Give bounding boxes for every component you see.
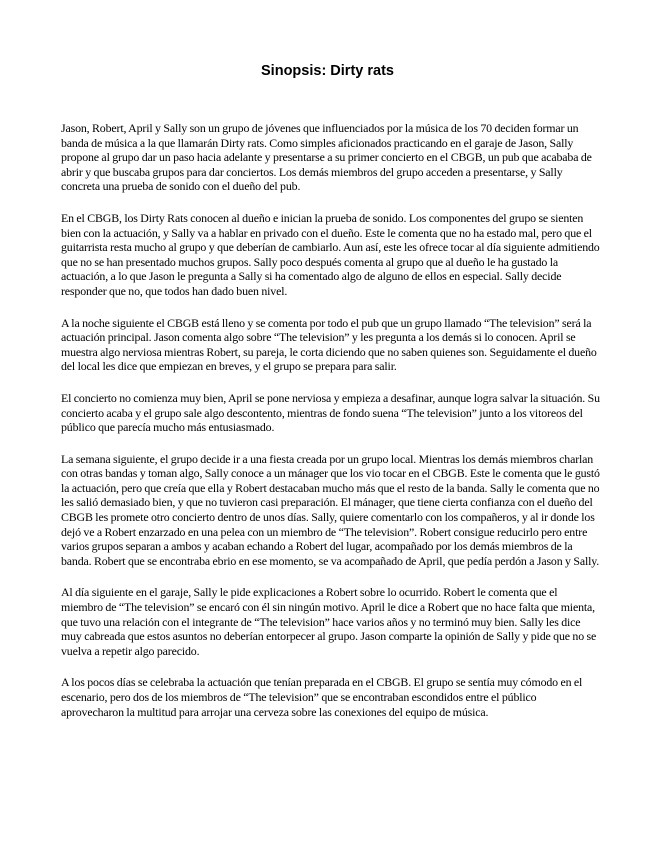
document-body	[61, 121, 601, 736]
paragraph: El concierto no comienza muy bien, April se pone nerviosa y empieza a desafinar, aunque logra salvar la situación. Su concierto acaba y el grupo sale algo descontento, mientras de fondo suena “The television” junto a los vitoreos del público que parecía mucho más entusiasmado.	[61, 390, 600, 435]
document-title: Sinopsis: Dirty rats	[261, 63, 394, 79]
paragraph: A los pocos días se celebraba la actuación que tenían preparada en el CBGB. El grupo se sentía muy cómodo en el escenario, pero dos de los miembros de “The television” que se encontraban escondidos entre el público aprovecharon la multitud para arrojar una cerveza sobre las conexiones del equipo de música.	[61, 675, 583, 719]
paragraph: La semana siguiente, el grupo decide ir a una fiesta creada por un grupo local. Mientras los demás miembros charlan con otras bandas y toman algo, Sally conoce a un mánager que los vio tocar en el CBGB. Este le comenta que le gustó la actuación, pero que creía que ella y Robert destacaban mucho más que el resto de la banda. Sally le comenta que no les salió demasiado bien, y que no tuvieron casi preparación. El mánager, que tiene cierta confianza con el dueño del CBGB les promete otro concierto dentro de unos días. Sally, quiere comentarlo con los compañeros, y al ir donde los dejó ve a Robert enzarzado en una pelea con un miembro de “The television”. Robert consigue reducirlo pero entre varios grupos separan a ambos y acaban echando a Robert del lugar, acompañado por los demás miembros de la banda. Robert que se encontraba ebrio en ese momento, se va acompañado de April, que pedía perdón a Jason y Sally.	[61, 451, 600, 568]
paragraph: Jason, Robert, April y Sally son un grupo de jóvenes que influenciados por la música de los 70 deciden formar un banda de música a la que llamarán Dirty rats. Como simples aficionados practicando en el garaje de Jason, Sally propone al grupo dar un paso hacia adelante y presentarse a su primer concierto en el CBGB, un pub que acababa de abrir y que buscaba grupos para dar conciertos. Los demás miembros del grupo acceden a presentarse, y Sally concreta una prueba de sonido con el dueño del pub.	[61, 121, 592, 194]
paragraph: A la noche siguiente el CBGB está lleno y se comenta por todo el pub que un grupo llamado “The television” será la actuación principal. Jason comenta algo sobre “The television” y les pregunta a los demás si lo conocen. April se muestra algo nerviosa mientras Robert, su pareja, le corta diciendo que no saben quienes son. Seguidamente el dueño del local les dice que empiezan en breves, y el grupo se prepara para salir.	[61, 315, 597, 374]
paragraph: Al día siguiente en el garaje, Sally le pide explicaciones a Robert sobre lo ocurrido. Robert le comenta que el miembro de “The television” se encaró con él sin ningún motivo. April le dice a Robert que no hace falta que mienta, que tuvo una relación con el integrante de “The television” hace varios años y no terminó muy bien. Sally les dice muy cabreada que estos asuntos no deberían entorpecer al grupo. Jason comparte la opinión de Sally y pide que no se vuelva a repetir algo parecido.	[61, 585, 597, 658]
paragraph: En el CBGB, los Dirty Rats conocen al dueño e inician la prueba de sonido. Los componentes del grupo se sienten bien con la actuación, y Sally va a hablar en privado con el dueño. Este le comenta que no ha estado mal, pero que el guitarrista resta mucho al grupo y que deberían de cambiarlo. Aun así, este les ofrece tocar al día siguiente admitiendo que no se han presentado muchos grupos. Sally poco después comenta al grupo que al dueño le ha gustado la actuación, a lo que Jason le pregunta a Sally si ha comentado algo de alguno de ellos en especial. Sally decide responder que no, que todos han dado buen nivel.	[61, 210, 600, 298]
